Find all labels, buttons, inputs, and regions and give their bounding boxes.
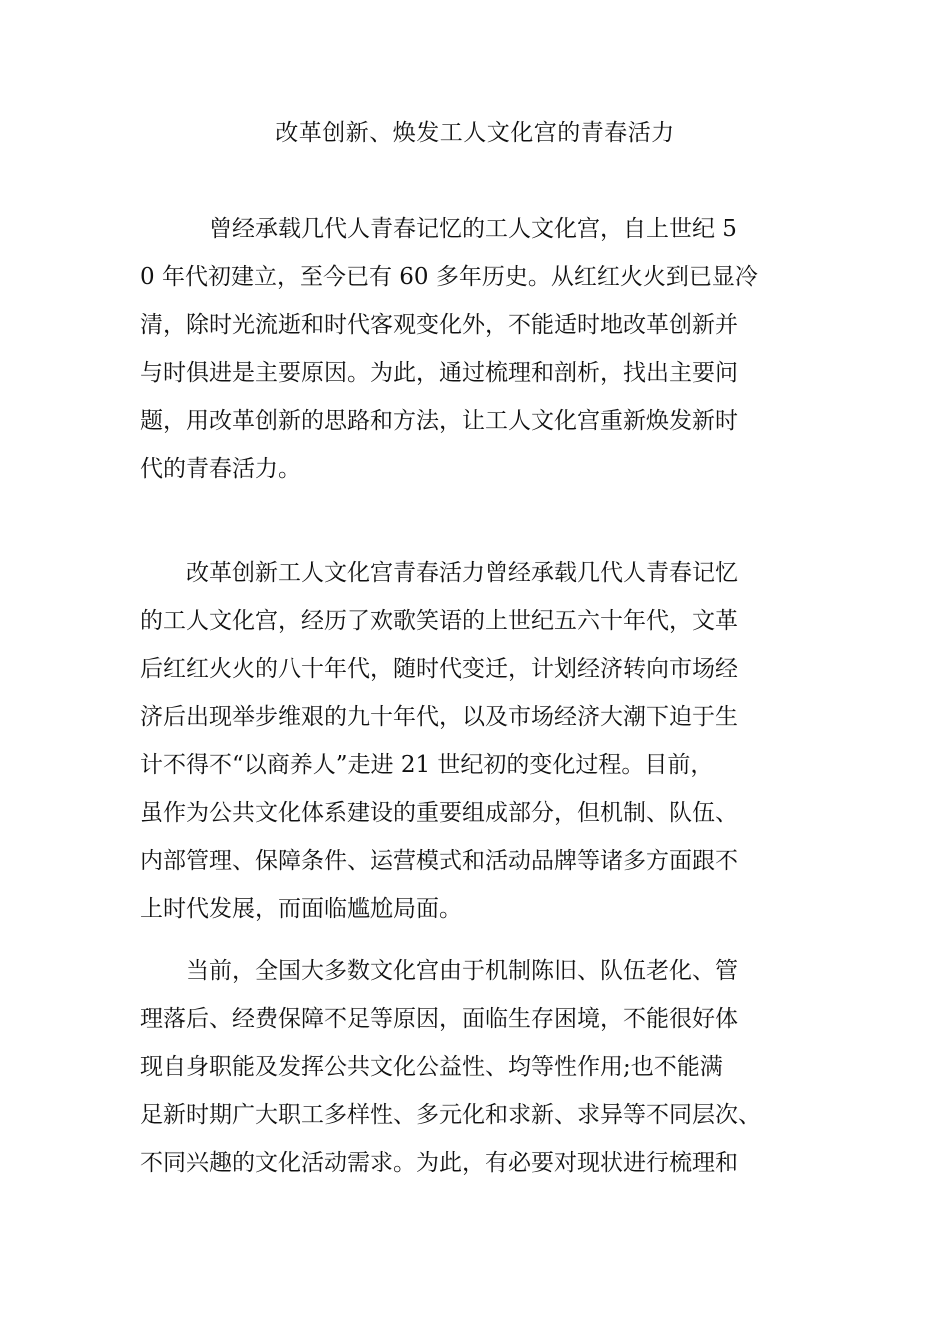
paragraph-line: 清，除时光流逝和时代客观变化外，不能适时地改革创新并	[140, 312, 738, 338]
paragraph-line: 济后出现举步维艰的九十年代，以及市场经济大潮下迫于生	[140, 704, 738, 730]
paragraph-line: 不同兴趣的文化活动需求。为此，有必要对现状进行梳理和	[140, 1150, 738, 1176]
paragraph-line: 内部管理、保障条件、运营模式和活动品牌等诸多方面跟不	[140, 848, 738, 874]
paragraph-line: 上时代发展，而面临尴尬局面。	[140, 896, 462, 922]
paragraph-line: 理落后、经费保障不足等原因，面临生存困境，不能很好体	[140, 1006, 738, 1032]
paragraph-line: 的工人文化宫，经历了欢歌笑语的上世纪五六十年代，文革	[140, 608, 738, 634]
paragraph-line: 足新时期广大职工多样性、多元化和求新、求异等不同层次、	[140, 1102, 761, 1128]
paragraph-line: 现自身职能及发挥公共文化公益性、均等性作用;也不能满	[140, 1054, 723, 1080]
paragraph-line: 后红红火火的八十年代，随时代变迁，计划经济转向市场经	[140, 656, 738, 682]
paragraph-line: 0 年代初建立，至今已有 60 多年历史。从红红火火到已显冷	[140, 264, 758, 290]
paragraph-line: 虽作为公共文化体系建设的重要组成部分，但机制、队伍、	[140, 800, 738, 826]
paragraph-3	[140, 947, 830, 1187]
paragraph-2	[140, 549, 830, 933]
paragraph-1	[140, 205, 830, 493]
paragraph-line: 代的青春活力。	[140, 456, 301, 482]
paragraph-line: 当前，全国大多数文化宫由于机制陈旧、队伍老化、管	[140, 958, 738, 984]
document-title: 改革创新、焕发工人文化宫的青春活力	[275, 120, 675, 146]
paragraph-line: 曾经承载几代人青春记忆的工人文化宫，自上世纪 5	[140, 216, 737, 242]
paragraph-line: 题，用改革创新的思路和方法，让工人文化宫重新焕发新时	[140, 408, 738, 434]
paragraph-line: 与时俱进是主要原因。为此，通过梳理和剖析，找出主要问	[140, 360, 738, 386]
paragraph-line: 计不得不“以商养人”走进 21 世纪初的变化过程。目前，	[140, 752, 714, 778]
paragraph-line: 改革创新工人文化宫青春活力曾经承载几代人青春记忆	[140, 560, 738, 586]
